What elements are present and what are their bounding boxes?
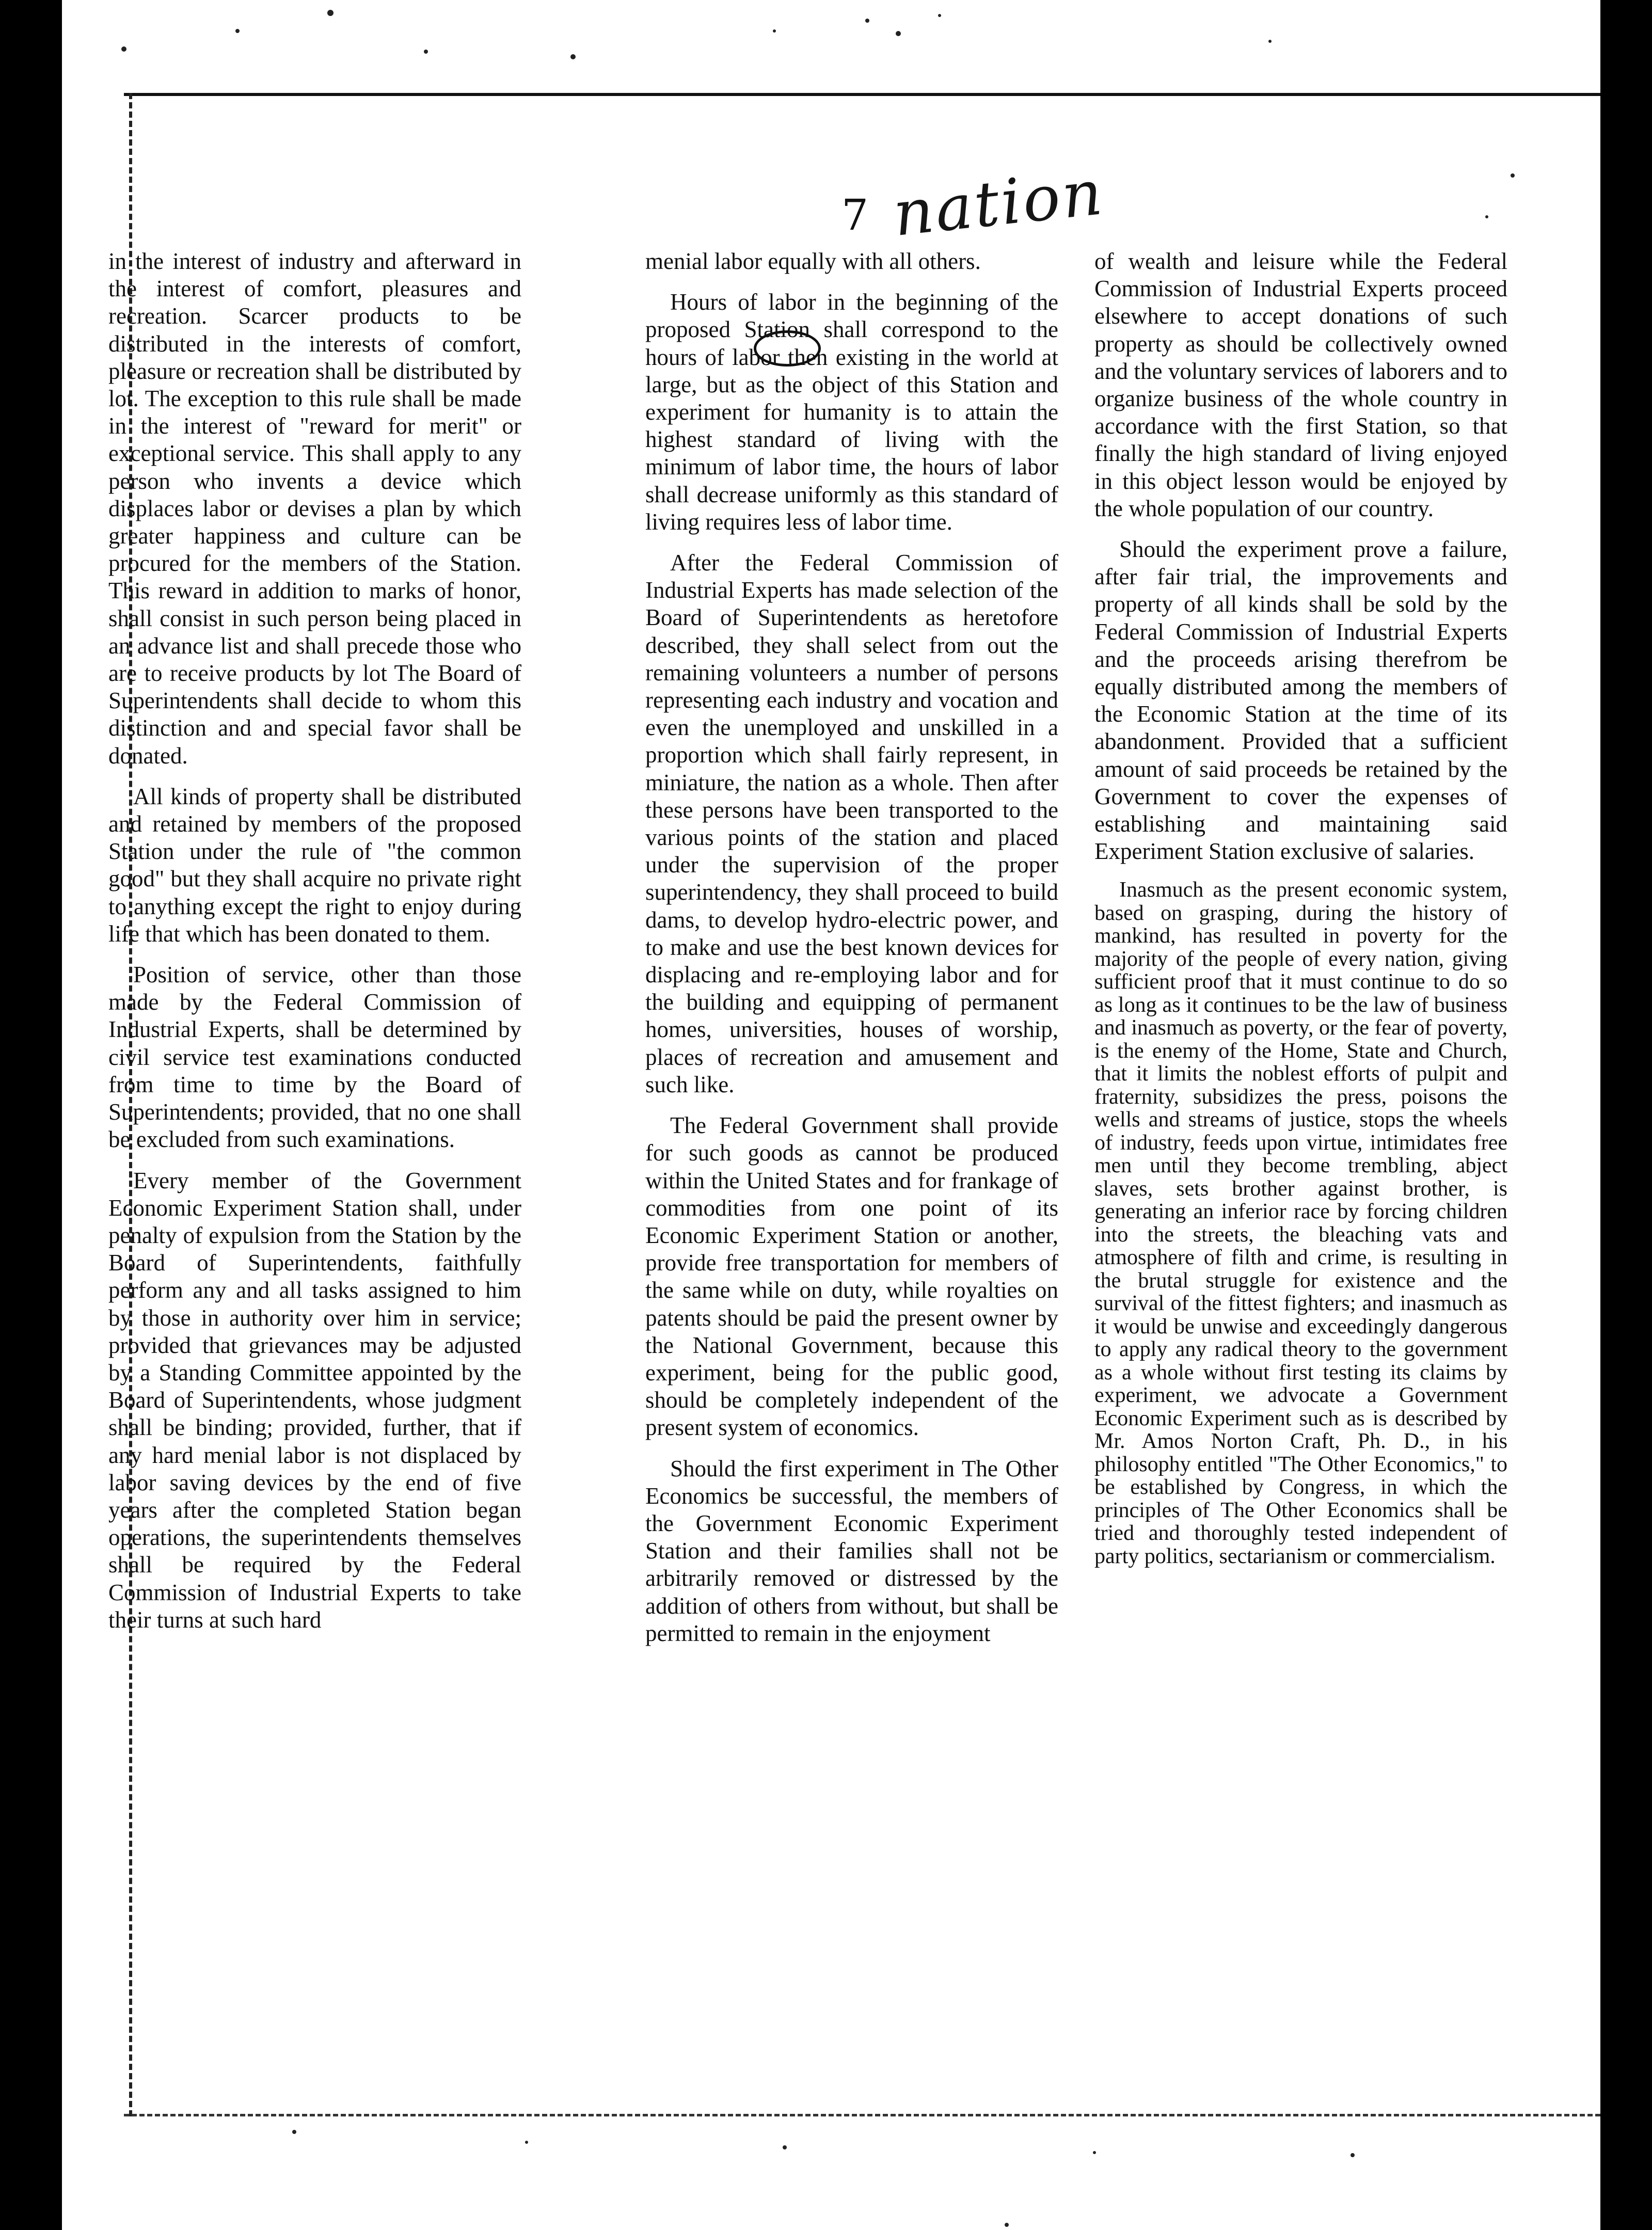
paragraph: The Federal Government shall provide for such goods as cannot be produced within the United States and for frankage of commodities from one point of its Economic Experiment Station or another, provide free transportation for members of the same while on duty, while royalties on patents should be paid the present owner by the National Government, because this experiment, being for the public good, should be completely independent of the present system of economics. <box>645 1112 1058 1441</box>
handwritten-annotation: nation <box>889 157 1108 250</box>
frame-bottom-rule <box>124 2114 1600 2116</box>
text-column-3 <box>1094 248 1507 1581</box>
paragraph: Position of service, other than those made by the Federal Commission of Industrial Experts, shall be determined by civil service test examinations conducted from time to time by the Board of Superintendents; provided, that no one shall be excluded from such examinations. <box>108 962 521 1153</box>
page-number: 7 <box>841 191 869 240</box>
paragraph: Should the first experiment in The Other Economics be successful, the members of the Government Economic Experiment Station and their families shall not be arbitrarily removed or distressed by the addition of others from without, but shall be permitted to remain in the enjoyment <box>645 1455 1058 1646</box>
text-column-1 <box>108 248 521 1647</box>
paragraph: Hours of labor in the beginning of the proposed Station shall correspond to the hours of labor then existing in the world at large, but as the object of this Station and experiment for humanity is to attain the highest standard of living with the minimum of labor time, the hours of labor shall decrease uniformly as this standard of living requires less of labor time. <box>645 289 1058 535</box>
paragraph: All kinds of property shall be distributed and retained by members of the proposed Station under the rule of "the common good" but they shall acquire no private right to anything except the right to enjoy during life that which has been donated to them. <box>108 783 521 947</box>
paragraph: Every member of the Government Economic Experiment Station shall, under penalty of expulsion from the Station by the Board of Superintendents, faithfully perform any and all tasks assigned to him by those in authority over him in service; provided that grievances may be adjusted by a Standing Committee appointed by the Board of Superintendents, whose judgment shall be binding; provided, further, that if any hard menial labor is not displaced by labor saving devices by the end of five years after the completed Station began operations, the superintendents themselves shall be required by the Federal Commission of Industrial Experts to take their turns at such hard <box>108 1167 521 1633</box>
paragraph: Inasmuch as the present economic system, based on grasping, during the history of mankind, has resulted in poverty for the majority of the people of every nation, giving sufficient proof that it must continue to do so as long as it continues to be the law of business and inasmuch as poverty, or the fear of poverty, is the enemy of the Home, State and Church, that it limits the noblest efforts of pulpit and fraternity, subsidizes the press, poisons the wells and streams of justice, stops the wheels of industry, feeds upon virtue, intimidates free men until they become trembling, abject slaves, sets brother against brother, is generating an inferior race by forcing children into the streets, the bleaching vats and atmosphere of filth and crime, is resulting in the brutal struggle for existence and the survival of the fittest fighters; and inasmuch as it would be unwise and exceedingly dangerous to apply any radical theory to the government as a whole without first testing its claims by experiment, we advocate a Government Economic Experiment such as is described by Mr. Amos Norton Craft, Ph. D., in his philosophy entitled "The Other Economics," to be established by Congress, in which the principles of The Other Economics shall be tried and thoroughly tested independent of party politics, sectarianism or commercialism. <box>1094 878 1507 1568</box>
paragraph: menial labor equally with all others. <box>645 248 981 274</box>
text-column-2 <box>645 248 1058 1661</box>
paragraph: Should the experiment prove a failure, after fair trial, the improvements and property of all kinds shall be sold by the Federal Commission of Industrial Experts and the proceeds arising therefrom be equally distributed among the members of the Economic Station at the time of its abandonment. Provided that a sufficient amount of said proceeds be retained by the Government to cover the expenses of establishing and maintaining said Experiment Station exclusive of salaries. <box>1094 536 1507 865</box>
paragraph: in the interest of industry and afterward in the interest of comfort, pleasures and recreation. Scarcer products to be distributed in the interests of comfort, pleasure or recreation shall be distributed by lot. The exception to this rule shall be made in the interest of "reward for merit" or exceptional service. This shall apply to any person who invents a device which displaces labor or devises a plan by which greater happiness and culture can be procured for the members of the Station. This reward in addition to marks of honor, shall consist in such person being placed in an advance list and shall precede those who are to receive products by lot The Board of Superintendents shall decide to whom this distinction and and special favor shall be donated. <box>108 248 521 769</box>
paragraph: After the Federal Commission of Industrial Experts has made selection of the Board of Superintendents as heretofore described, they shall select from out the remaining volunteers a number of persons representing each industry and vocation and even the unemployed and unskilled in a proportion which shall fairly represent, in miniature, the nation as a whole. Then after these persons have been transported to the various points of the station and placed under the supervision of the proper superintendency, they shall proceed to build dams, to develop hydro-electric power, and to make and use the best known devices for displacing and re-employing labor and for the building and equipping of permanent homes, universities, houses of worship, places of recreation and amusement and such like. <box>645 550 1058 1097</box>
paragraph: of wealth and leisure while the Federal Commission of Industrial Experts proceed elsewhere to accept donations of such property as should be collectively owned and the voluntary services of laborers and to organize business of the whole country in accordance with the first Station, so that finally the high standard of living enjoyed in this object lesson would be enjoyed by the whole population of our country. <box>1094 248 1507 521</box>
scanned-page <box>62 0 1600 2230</box>
frame-top-rule <box>124 93 1600 96</box>
